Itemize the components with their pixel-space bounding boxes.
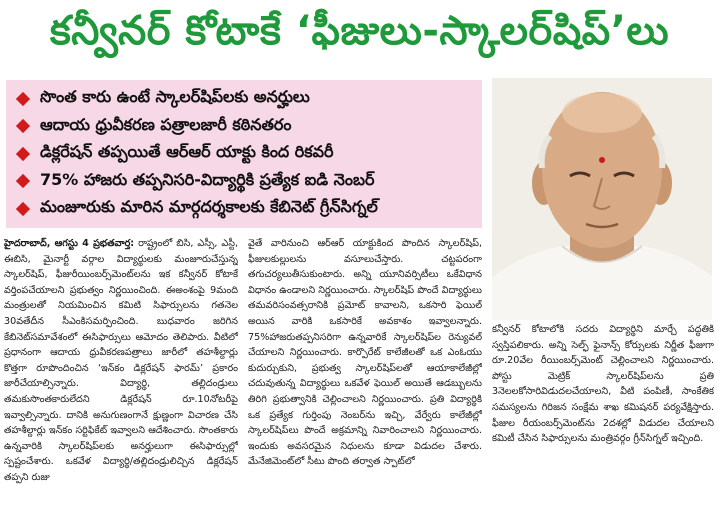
highlight-text: 75% హాజరు తప్పనిసరి-విద్యార్థికి ప్రత్యేక ఐడి నెంబర్ [40,169,375,189]
highlight-text: సొంత కారు ఉంటే స్కాలర్‌షిప్‌లకు అనర్హులు [40,87,310,107]
highlight-text: ఆదాయ ధ్రువీకరణ పత్రాలజారీ కఠినతరం [40,114,292,134]
diamond-bullet-icon [16,92,30,106]
article-text: రాష్ట్రంలో బిసి, ఎస్సీ, ఎస్టీ, ఈబిసి, మైనార్టీ వర్గాల విద్యార్థులకు మంజూరుచేస్తున్న స్కాలర్‌షిప్, ఫీజురీయింబర్స్‌మెంట్‌లను ఇక కన్వీనర్ కోటాకే వర్తింపచేయాలని ప్రభుత్వం నిర్ణయించింది. ఈఅంశంపై 9మంది మంత్రులతో నియమించిన కమిటి సిఫార్సులను గతనెల 30వతేదీన సీఎంకిసమర్పించింది. బుధవారం జరిగిన కేబినెట్‌సమావేశంలో ఈసిఫార్సులు ఆమోదం తెలిపారు. వీటిలో ప్రధానంగా ఆదాయ ధ్రువీకరణపత్రాలు జారీలో తహశీల్దార్లు కొత్తగా రూపొందించిన ‘ఇన్‌కం డిక్లరేషన్ ఫారమ్’ ప్రకారం జారీచేయాల్సిన్నారు. విద్యార్థి, తల్లిదండ్రులు తమకుసొంతకారులేదని డిక్లరేషన్ రూ.10నోటరీపై ఇవ్వాల్సిన్నారు. దానికి అనుగుణంగానే క్షుణ్ణంగా విచారణ చేసి తహశీల్దార్లు ఇన్‌కం సర్టిఫికేట్ ఇవ్వాలని ఆదేశించారు. సొంతకారు ఉన్నవారికి స్కాలర్‌షిప్‌లకు అనర్హులుగా ఈసిఫార్సుల్లో స్పష్టంచేశారు. ఒకవేళ విద్యార్థి/తల్లిదండ్రులిచ్చిన డిక్లరేషన్ తప్పని రుజు [4,238,238,483]
headline: కన్వీనర్ కోటాకే ‘ఫీజులు-స్కాలర్‌షిప్’లు [49,8,670,54]
diamond-bullet-icon [16,174,30,188]
article-text: వైతే వారినుంచి ఆర్‌ఆర్ యాక్టుకింద పొందిన స్కాలర్‌షిప్, ఫీజులకుల్లులను వసూలుచేస్తారు. చట్టపరంగా తగుచర్యలుతీసుకుంటారు. అన్ని యూనివర్సిటీలు ఒకేవిధాన విధానం ఉండాలని నిర్ణయించారు. స్కాలర్‌షిప్ పొందే విద్యార్థులు తమవరిసంవత్సరానికి ప్రమోట్ కావాలని, ఒకసారి ఫెయిల్ అయిన వారికి ఒకసారికే అవకాశం ఇవ్వాలన్నారు. 75%హాజరుతప్పనిసరిగా ఉన్నవారికే స్కాలర్‌షిప్‌ల రెన్యువల్ చేయాలని నిర్ణయించారు. కార్పొరేట్ కాలేజీలతో ఒక ఎంఓయు కుదుర్చుకుని, ప్రభుత్వ స్కాలర్‌షిప్‌లతో ఆయాకాలేజీల్లో చదువుతున్న విద్యార్థులు ఒకవేళ ఫెయిల్ అయితే ఆడబ్బులను తిరిగి ప్రభుత్వానికి చెల్లించాలని నిర్ణయించారు. ప్రతి విద్యార్థికి ఒక ప్రత్యేక గుర్తింపు నెంబర్‌ను ఇచ్చి, వేర్వేరు కాలేజీల్లో స్కాలర్‌షిప్‌లు పొందే అక్రమాన్ని నివారించాలని నిర్ణయించారు. ఇందుకు అవసరమైన నిధులను కూడా విడుదల చేశారు. మేనేజిమెంట్‌లో సీటు పొంది తర్వాత స్పాట్‌లో [248,238,482,468]
article-column-1 [4,236,238,526]
article-column-3 [492,322,714,528]
article-text: కన్వీనర్ కోటాలోకి సదరు విద్యార్థిని మార్చే పద్ధతికి స్వస్తిపలికారు. అన్ని సెల్ఫ్ ఫైనాన్స్ కోర్సులకు నిర్ణీత ఫీజుగా రూ.20వేల రీయింబర్స్‌మెంట్ చెల్లించాలని నిర్ణయించారు. పోస్టు మెట్రిక్ స్కాలర్‌షిప్‌లను ప్రతి 3నెలలకోసారివిడుదలచేయాలని, వీటి పంపిణీ, సాంకేతిక సమస్యలను గిరిజన సంక్షేమ శాఖ కమిషనర్ పర్యవేక్షిస్తారు. ఫీజుల రీయంబర్స్‌మెంట్‌ను 2దశల్లో విడుదల చేయాలని కమిటీ చేసిన సిఫార్సులను మంత్రివర్గం గ్రీన్‌సిగ్నల్ ఇచ్చింది. [492,324,714,445]
dateline: హైదరాబాద్, ఆగస్టు 4 ప్రభతవార్త: [4,238,135,249]
diamond-bullet-icon [16,202,30,216]
diamond-bullet-icon [16,147,30,161]
article-column-2 [248,236,482,526]
highlight-text: మంజూరుకు మారిన మార్గదర్శకాలకు కేబినెట్ గ్రీన్‌సిగ్నల్ [40,197,378,217]
highlight-item [16,195,474,223]
highlight-item [16,113,474,141]
highlight-item [16,140,474,168]
diamond-bullet-icon [16,119,30,133]
portrait-illustration [492,78,712,320]
highlights-box [6,80,482,228]
portrait-photo [492,78,712,320]
highlight-item [16,168,474,196]
highlight-item [16,85,474,113]
article-body [4,236,482,526]
highlight-text: డిక్లరేషన్ తప్పయితే ఆర్‌ఆర్ యాక్టు కింద రికవరీ [40,142,334,162]
